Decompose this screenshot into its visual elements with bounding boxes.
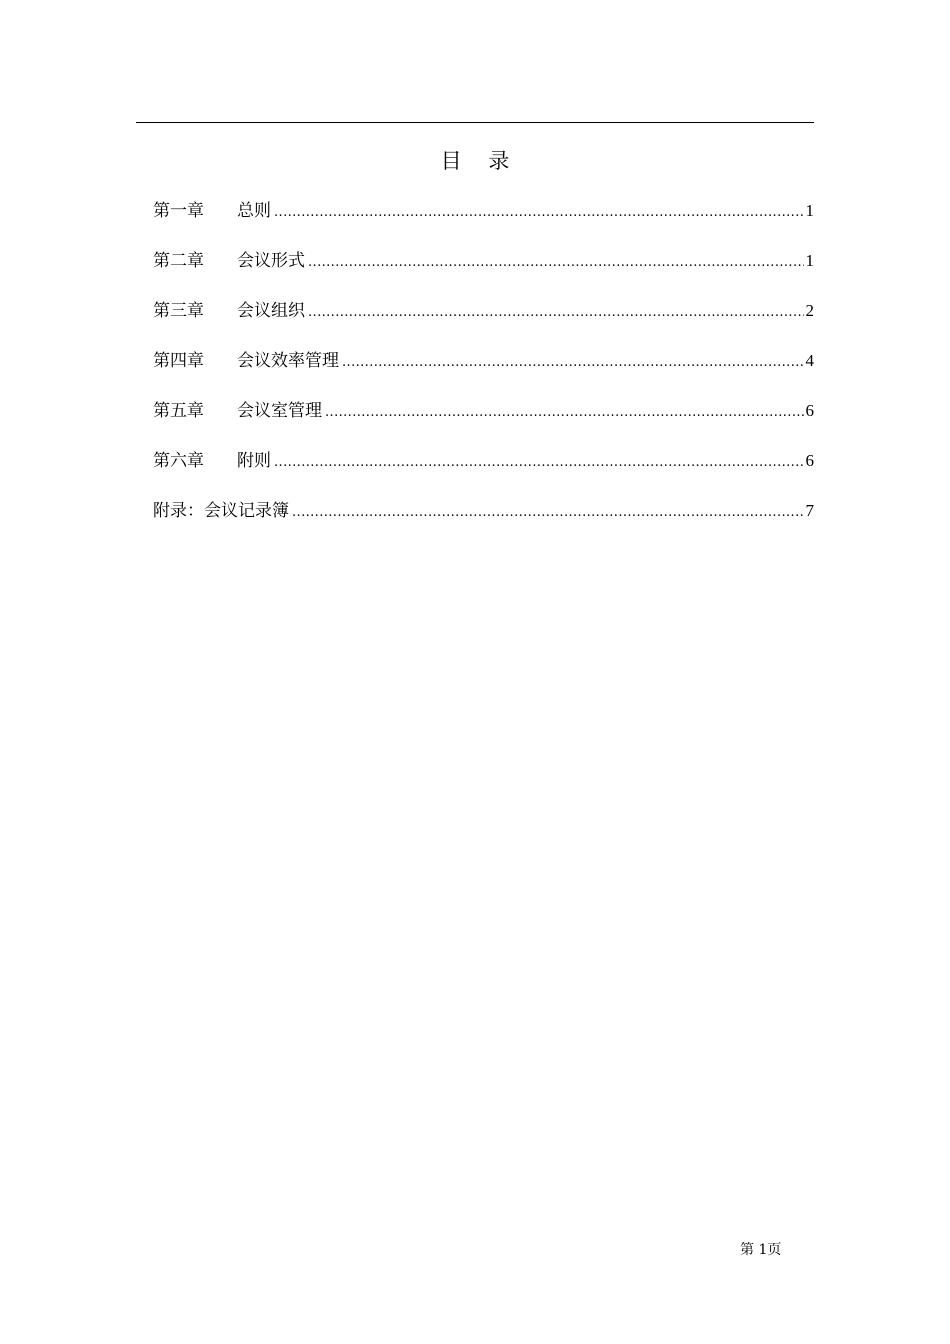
toc-entry-4[interactable]: [153, 347, 814, 397]
toc-dot-leader: [274, 449, 804, 477]
toc-dot-leader: [308, 299, 804, 327]
toc-page-number: 2: [805, 301, 814, 320]
toc-dot-leader: [292, 499, 804, 527]
toc-entry-6[interactable]: [153, 447, 814, 497]
toc-chapter-label: 第五章: [153, 401, 204, 421]
toc-chapter-label: 第一章: [153, 201, 204, 221]
toc-title: 目 录: [440, 149, 510, 173]
toc-dot-leader: [325, 399, 804, 427]
toc-list: [153, 197, 814, 547]
toc-page-number: 1: [805, 251, 814, 270]
toc-entry-title: 会议组织: [237, 301, 305, 321]
toc-entry-title: 会议室管理: [237, 401, 322, 421]
toc-page-number: 7: [805, 501, 814, 520]
toc-chapter-label: 第四章: [153, 351, 204, 371]
toc-dot-leader: [274, 199, 804, 227]
toc-entry-5[interactable]: [153, 397, 814, 447]
toc-entry-title: 会议形式: [237, 251, 305, 271]
toc-page-number: 1: [805, 201, 814, 220]
toc-page-number: 6: [805, 451, 814, 470]
toc-entry-3[interactable]: [153, 297, 814, 347]
toc-chapter-label: 第二章: [153, 251, 204, 271]
page-footer: 第 1页: [740, 1242, 782, 1258]
toc-page-number: 4: [805, 351, 814, 370]
toc-chapter-label: 第三章: [153, 301, 204, 321]
toc-entry-1[interactable]: [153, 197, 814, 247]
toc-entry-appendix[interactable]: [153, 497, 814, 547]
toc-entry-2[interactable]: [153, 247, 814, 297]
toc-chapter-label: 第六章: [153, 451, 204, 471]
toc-entry-title: 附则: [237, 451, 271, 471]
toc-entry-title: 会议效率管理: [237, 351, 339, 371]
toc-appendix-label: 附录：: [153, 501, 204, 521]
toc-dot-leader: [342, 349, 804, 377]
toc-entry-title: 会议记录簿: [204, 501, 289, 521]
toc-dot-leader: [308, 249, 804, 277]
header-rule: [136, 122, 814, 123]
toc-entry-title: 总则: [237, 201, 271, 221]
toc-page-number: 6: [805, 401, 814, 420]
